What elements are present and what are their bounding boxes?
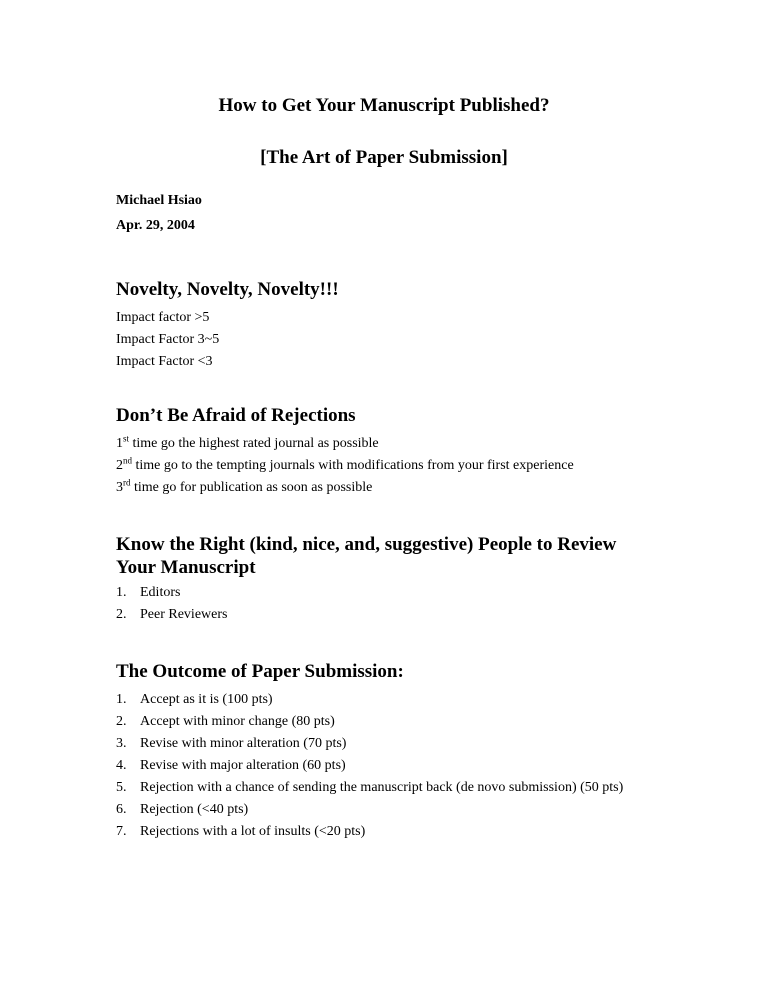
text-line: Impact factor >5 — [116, 310, 210, 325]
section-heading-rejections: Don’t Be Afraid of Rejections — [116, 405, 356, 426]
list-item — [116, 799, 656, 821]
section-novelty — [116, 279, 656, 373]
document-subtitle: [The Art of Paper Submission] — [260, 147, 508, 168]
list-item — [116, 689, 656, 711]
list-item — [116, 582, 656, 604]
ordinal-number: 3 — [116, 480, 123, 495]
line-text: time go the highest rated journal as possible — [129, 436, 379, 451]
list-item-text: Revise with major alteration (60 pts) — [140, 758, 346, 773]
text-line — [116, 433, 656, 455]
ordinal-number: 2 — [116, 458, 123, 473]
list-number: 1. — [116, 585, 127, 600]
author-name: Michael Hsiao — [116, 193, 202, 208]
line-text: time go for publication as soon as possible — [130, 480, 373, 495]
list-item-text: Accept as it is (100 pts) — [140, 692, 273, 707]
section-rejections — [116, 405, 656, 499]
list-item — [116, 733, 656, 755]
list-number: 1. — [116, 692, 127, 707]
section-reviewers — [116, 533, 656, 626]
list-number: 7. — [116, 824, 127, 839]
list-number: 2. — [116, 714, 127, 729]
section-heading-reviewers: Know the Right (kind, nice, and, suggestive) People to Review Your Manuscript — [116, 534, 617, 578]
list-item — [116, 821, 656, 843]
list-item-text: Rejection (<40 pts) — [140, 802, 249, 817]
list-number: 3. — [116, 736, 127, 751]
section-outcome — [116, 661, 656, 843]
list-item-text: Revise with minor alteration (70 pts) — [140, 736, 347, 751]
ordinal-suffix: st — [123, 433, 130, 444]
text-line: Impact Factor <3 — [116, 354, 213, 369]
document-title: How to Get Your Manuscript Published? — [218, 95, 550, 116]
list-item-text: Peer Reviewers — [140, 607, 228, 622]
text-line — [116, 455, 656, 477]
ordinal-number: 1 — [116, 436, 123, 451]
list-number: 4. — [116, 758, 127, 773]
list-item — [116, 755, 656, 777]
list-item-text: Rejections with a lot of insults (<20 pts) — [140, 824, 366, 839]
ordinal-suffix: nd — [123, 455, 132, 466]
text-line: Impact Factor 3~5 — [116, 332, 220, 347]
line-text: time go to the tempting journals with modifications from your first experience — [132, 458, 574, 473]
list-number: 6. — [116, 802, 127, 817]
outcome-list — [116, 689, 656, 843]
list-number: 5. — [116, 780, 127, 795]
document-date: Apr. 29, 2004 — [116, 218, 195, 233]
list-item-text: Rejection with a chance of sending the manuscript back (de novo submission) (50 pts) — [140, 780, 624, 795]
list-item — [116, 777, 656, 799]
text-line — [116, 477, 656, 499]
list-item-text: Accept with minor change (80 pts) — [140, 714, 335, 729]
list-item — [116, 604, 656, 626]
ordinal-suffix: rd — [123, 477, 131, 488]
reviewers-list — [116, 582, 656, 626]
section-heading-novelty: Novelty, Novelty, Novelty!!! — [116, 279, 339, 300]
section-heading-outcome: The Outcome of Paper Submission: — [116, 661, 404, 682]
list-item — [116, 711, 656, 733]
list-item-text: Editors — [140, 585, 181, 600]
list-number: 2. — [116, 607, 127, 622]
